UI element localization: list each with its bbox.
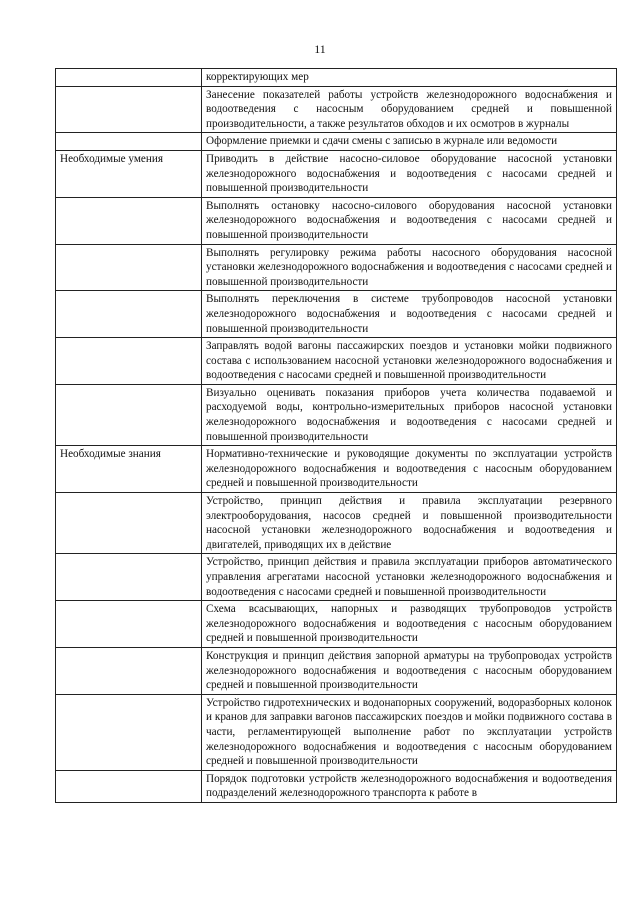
table-row (56, 338, 617, 385)
row-text: Устройство, принцип действия и правила эксплуатации резервного электрооборудования, насосов средней и повышенной производительности насосной установки железнодорожного водоснабжения и водоотведения и двигателей, приводящих их в действие (202, 493, 617, 554)
table-row (56, 647, 617, 694)
table-row (56, 493, 617, 554)
row-label (56, 338, 202, 385)
table-row (56, 384, 617, 445)
table-row (56, 694, 617, 770)
table-row (56, 244, 617, 291)
row-label (56, 244, 202, 291)
table-row (56, 601, 617, 648)
page-number: 11 (314, 42, 326, 56)
row-text: Выполнять регулировку режима работы насосного оборудования насосной установки железнодорожного водоснабжения и водоотведения с насосами средней и повышенной производительности (202, 244, 617, 291)
row-label (56, 770, 202, 802)
row-text: Визуально оценивать показания приборов учета количества подаваемой и расходуемой воды, контрольно-измерительных приборов насосной установки железнодорожного водоснабжения и водоотведения с насосами средней и повышенной производительности (202, 384, 617, 445)
table-row (56, 86, 617, 133)
row-label (56, 493, 202, 554)
row-label (56, 647, 202, 694)
row-label (56, 554, 202, 601)
competency-table (55, 68, 617, 803)
row-text: Приводить в действие насосно-силовое оборудование насосной установки железнодорожного водоснабжения и водоотведения с насосами средней и повышенной производительности (202, 150, 617, 197)
table-row (56, 150, 617, 197)
row-label (56, 197, 202, 244)
row-text: Устройство гидротехнических и водонапорных сооружений, водоразборных колонок и кранов для заправки вагонов пассажирских поездов и мойки подвижного состава в части, регламентирующей выполнение работ по эксплуатации устройств железнодорожного водоснабжения и водоотведения с насосным оборудованием средней и повышенной производительности (202, 694, 617, 770)
row-label (56, 86, 202, 133)
table-row (56, 554, 617, 601)
row-label: Необходимые умения (56, 150, 202, 197)
row-text: Выполнять остановку насосно-силового оборудования насосной установки железнодорожного водоснабжения и водоотведения с насосами средней и повышенной производительности (202, 197, 617, 244)
row-text: Устройство, принцип действия и правила эксплуатации приборов автоматического управления агрегатами насосной установки железнодорожного водоснабжения и водоотведения с насосами средней и повышенной производительности (202, 554, 617, 601)
row-text: корректирующих мер (202, 69, 617, 87)
row-text: Заправлять водой вагоны пассажирских поездов и установки мойки подвижного состава с использованием насосной установки железнодорожного водоснабжения и водоотведения с насосами средней и повышенной производительности (202, 338, 617, 385)
row-text: Выполнять переключения в системе трубопроводов насосной установки железнодорожного водоснабжения и водоотведения с насосами средней и повышенной производительности (202, 291, 617, 338)
row-text: Схема всасывающих, напорных и разводящих трубопроводов устройств железнодорожного водоснабжения и водоотведения с насосным оборудованием средней и повышенной производительности (202, 601, 617, 648)
table-row (56, 69, 617, 87)
row-text: Занесение показателей работы устройств железнодорожного водоснабжения и водоотведения с насосным оборудованием средней и повышенной производительности, а также результатов обходов и их осмотров в журналы (202, 86, 617, 133)
row-label: Необходимые знания (56, 446, 202, 493)
table-row (56, 770, 617, 802)
table-row (56, 197, 617, 244)
row-text: Нормативно-технические и руководящие документы по эксплуатации устройств железнодорожного водоснабжения и водоотведения с насосным оборудованием средней и повышенной производительности (202, 446, 617, 493)
row-label (56, 291, 202, 338)
row-label (56, 133, 202, 151)
row-text: Конструкция и принцип действия запорной арматуры на трубопроводах устройств железнодорожного водоснабжения и водоотведения с насосным оборудованием средней и повышенной производительности (202, 647, 617, 694)
table-row (56, 291, 617, 338)
table-row (56, 446, 617, 493)
row-label (56, 694, 202, 770)
row-text: Оформление приемки и сдачи смены с записью в журнале или ведомости (202, 133, 617, 151)
row-label (56, 601, 202, 648)
row-text: Порядок подготовки устройств железнодорожного водоснабжения и водоотведения подразделений железнодорожного транспорта к работе в (202, 770, 617, 802)
row-label (56, 69, 202, 87)
table-row (56, 133, 617, 151)
row-label (56, 384, 202, 445)
